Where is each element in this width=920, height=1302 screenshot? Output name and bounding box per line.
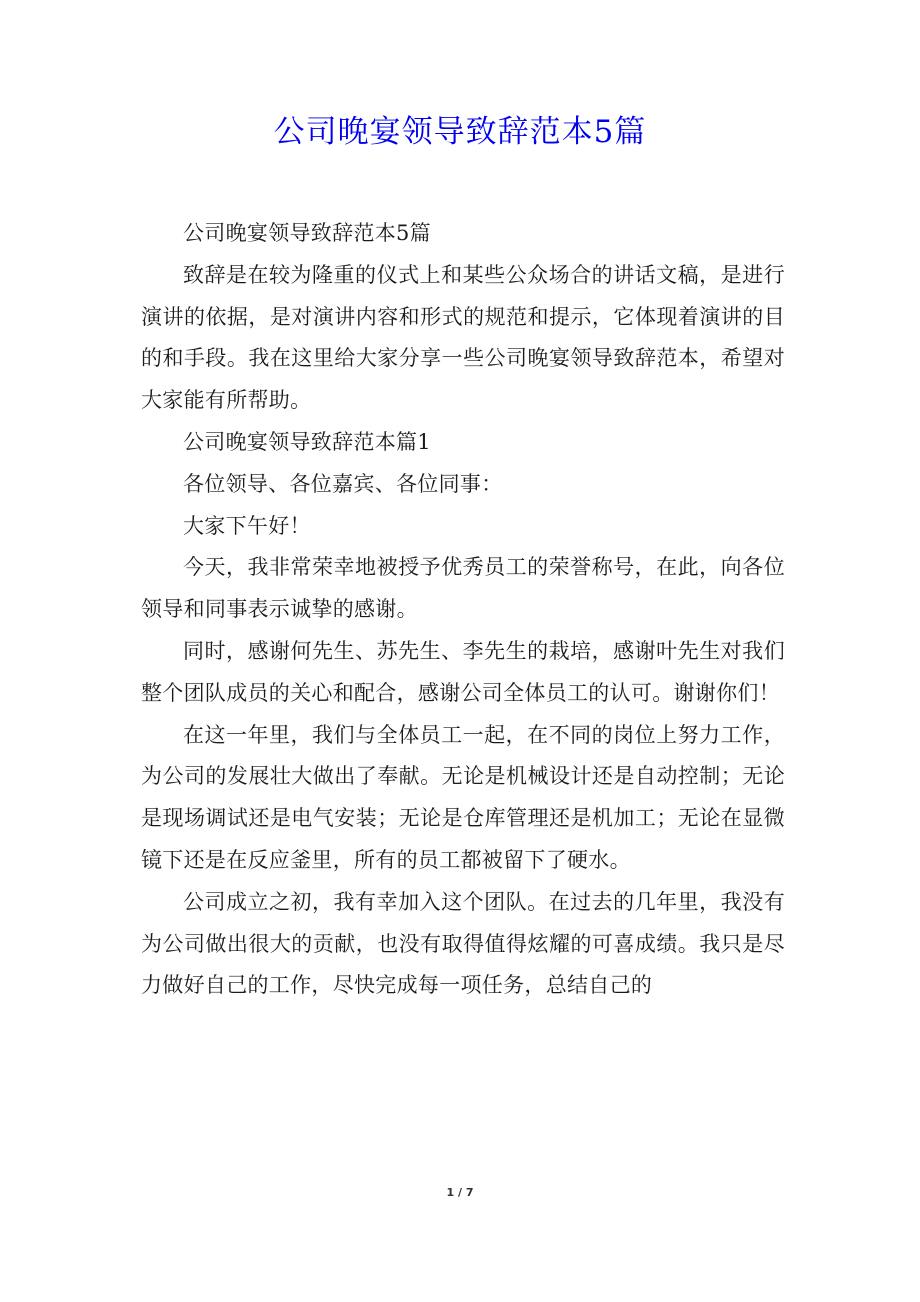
paragraph-body: 在这一年里，我们与全体员工一起，在不同的岗位上努力工作，为公司的发展壮大做出了奉献。无论是机械设计还是自动控制；无论是现场调试还是电气安装；无论是仓库管理还是机加工；无论在显微镜下还是在反应釜里，所有的员工都被留下了硬水。 [141, 722, 785, 872]
paragraph-subtitle: 公司晚宴领导致辞范本5篇 [183, 221, 431, 245]
paragraph-salutation: 各位领导、各位嘉宾、各位同事： [183, 471, 503, 496]
paragraph-section-heading: 公司晚宴领导致辞范本篇1 [183, 429, 431, 454]
paragraph-greeting: 大家下午好！ [183, 513, 311, 538]
paragraph-body: 同时，感谢何先生、苏先生、李先生的栽培，感谢叶先生对我们整个团队成员的关心和配合，感谢公司全体员工的认可。谢谢你们！ [141, 638, 785, 705]
document-title: 公司晚宴领导致辞范本5篇 [273, 114, 647, 150]
page-number: 1 / 7 [446, 1186, 474, 1199]
document-body [141, 213, 785, 1007]
paragraph-body: 公司成立之初，我有幸加入这个团队。在过去的几年里，我没有为公司做出很大的贡献，也没有取得值得炫耀的可喜成绩。我只是尽力做好自己的工作，尽快完成每一项任务，总结自己的 [141, 889, 785, 998]
paragraph-intro: 致辞是在较为隆重的仪式上和某些公众场合的讲话文稿，是进行演讲的依据，是对演讲内容和形式的规范和提示，它体现着演讲的目的和手段。我在这里给大家分享一些公司晚宴领导致辞范本，希望对大家能有所帮助。 [141, 262, 785, 413]
paragraph-body: 今天，我非常荣幸地被授予优秀员工的荣誉称号，在此，向各位领导和同事表示诚挚的感谢。 [141, 555, 785, 622]
